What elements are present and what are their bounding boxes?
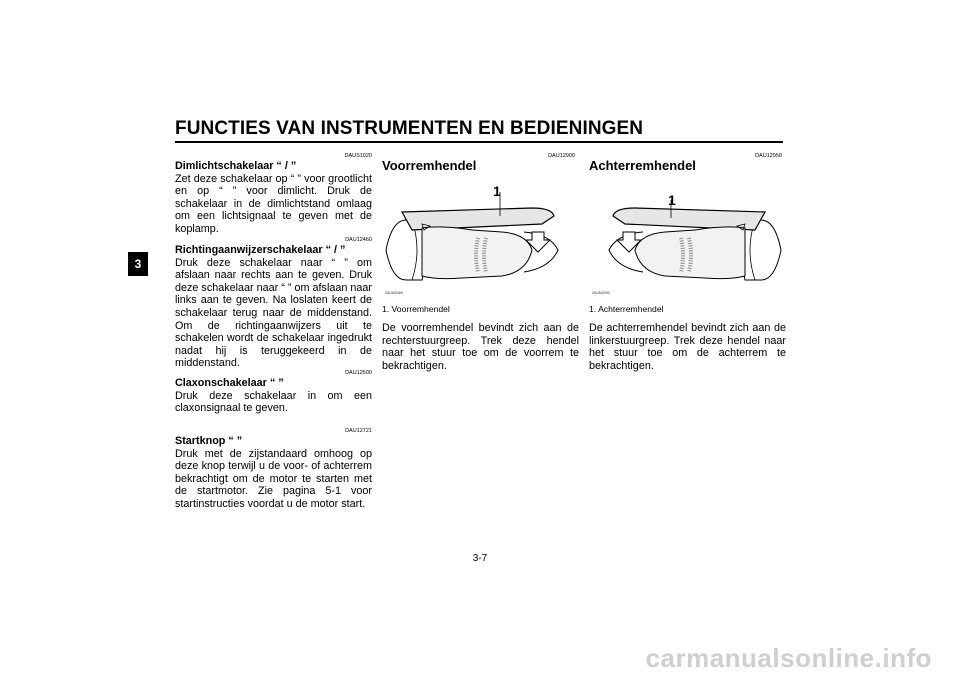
section-code: DAU12900 [548, 153, 575, 159]
rear-brake-lever-figure [589, 180, 785, 300]
section-rear-brake [589, 322, 786, 372]
section-body: Druk met de zijstandaard omhoog op deze knop terwijl u de voor- of achterrem bekrachtigt om de motor te starten met de startmotor. Zie pagina 5-1 voor startinstructies voordat u de motor start. [175, 447, 372, 510]
section-dimmer [175, 160, 372, 236]
section-horn [175, 377, 372, 415]
watermark: carmanualsonline.info [645, 643, 932, 673]
section-code: DAU12500 [345, 370, 372, 376]
section-heading: Voorremhendel [382, 158, 477, 173]
section-body: De achterremhendel bevindt zich aan de linkerstuurgreep. Trek deze hendel naar het stuur toe om de achterrem te bekrachtigen. [589, 322, 786, 372]
section-front-brake [382, 322, 579, 372]
figure-callout: 1 [668, 192, 676, 208]
front-brake-lever-figure [382, 180, 578, 300]
title-rule [175, 141, 783, 143]
section-code: DAUS1020 [344, 153, 372, 159]
section-heading: Claxonschakelaar “ ” [175, 377, 284, 389]
page-number: 3-7 [472, 553, 488, 564]
section-body: De voorremhendel bevindt zich aan de rechterstuurgreep. Trek deze hendel naar het stuur toe om de voorrem te bekrachtigen. [382, 322, 579, 372]
section-code: DAU12721 [345, 428, 372, 434]
section-code: DAU12950 [755, 153, 782, 159]
section-body: Druk deze schakelaar naar “ ” om afslaan naar rechts aan te geven. Druk deze schakelaar naar “ ” om afslaan naar links aan te geven. Na loslaten keert de schakelaar terug naar de middenstand. Om de richtingaanwijzers uit te schakelen wordt de schakelaar ingedrukt nadat hij is teruggekeerd in de middenstand. [175, 256, 372, 370]
section-heading: Startknop “ ” [175, 435, 243, 447]
section-start [175, 435, 372, 511]
section-heading: Richtingaanwijzerschakelaar “ / ” [175, 244, 346, 256]
section-turn-signal [175, 244, 372, 370]
section-heading: Dimlichtschakelaar “ / ” [175, 160, 297, 172]
section-heading: Achterremhendel [589, 158, 696, 173]
section-body: Druk deze schakelaar in om een claxonsignaal te geven. [175, 389, 372, 415]
section-body: Zet deze schakelaar op “ ” voor grootlicht en op “ ” voor dimlicht. Druk de schakelaar in de dimlichtstand omlaag om een lichtsignaal te geven met de koplamp. [175, 172, 372, 235]
section-code: DAU12460 [345, 237, 372, 243]
figure-caption: 1. Achterremhendel [589, 304, 664, 314]
figure-callout: 1 [493, 183, 501, 199]
page-title: FUNCTIES VAN INSTRUMENTEN EN BEDIENINGEN [175, 118, 644, 139]
figure-code: ZAUM0089 [385, 291, 403, 295]
figure-caption: 1. Voorremhendel [382, 304, 450, 314]
figure-code: ZAUM0090 [592, 291, 610, 295]
chapter-tab: 3 [128, 252, 148, 276]
